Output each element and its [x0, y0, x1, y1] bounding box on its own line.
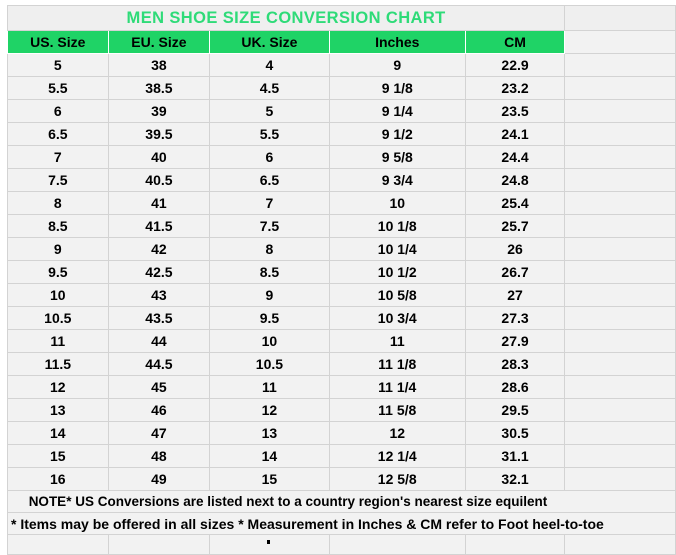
conversion-table: [7, 5, 676, 555]
table-cell: [565, 261, 676, 284]
table-cell: 38: [108, 54, 210, 77]
table-row: [8, 399, 676, 422]
table-row: [8, 468, 676, 491]
table-cell: 8.5: [210, 261, 329, 284]
table-cell: 10 1/4: [329, 238, 465, 261]
table-row: [8, 307, 676, 330]
column-header-inches: Inches: [329, 31, 465, 54]
title-row-spacer-cell: [565, 6, 676, 31]
table-row: [8, 100, 676, 123]
partial-cell: [210, 535, 329, 555]
table-cell: 9.5: [210, 307, 329, 330]
table-cell: 38.5: [108, 77, 210, 100]
table-cell: 12 1/4: [329, 445, 465, 468]
table-row: [8, 284, 676, 307]
table-cell: 5.5: [210, 123, 329, 146]
table-cell: 10 1/8: [329, 215, 465, 238]
table-cell: [565, 284, 676, 307]
table-cell: 7: [8, 146, 109, 169]
table-cell: 11 1/8: [329, 353, 465, 376]
table-cell: 13: [8, 399, 109, 422]
table-cell: 24.4: [465, 146, 564, 169]
table-cell: 5.5: [8, 77, 109, 100]
conversion-chart-sheet: [7, 5, 676, 555]
table-cell: 9: [8, 238, 109, 261]
table-row: [8, 146, 676, 169]
table-cell: 6: [8, 100, 109, 123]
table-cell: 42: [108, 238, 210, 261]
table-cell: 39.5: [108, 123, 210, 146]
table-cell: 6: [210, 146, 329, 169]
table-cell: 8: [210, 238, 329, 261]
table-row: [8, 123, 676, 146]
table-cell: [565, 422, 676, 445]
table-cell: 16: [8, 468, 109, 491]
table-cell: 47: [108, 422, 210, 445]
table-cell: 7.5: [210, 215, 329, 238]
table-body: [8, 54, 676, 491]
table-cell: 10 1/2: [329, 261, 465, 284]
table-cell: 14: [210, 445, 329, 468]
partial-cell: [8, 535, 109, 555]
page-title: MEN SHOE SIZE CONVERSION CHART: [8, 6, 565, 31]
table-cell: 4.5: [210, 77, 329, 100]
table-cell: 22.9: [465, 54, 564, 77]
table-cell: 25.4: [465, 192, 564, 215]
table-row: [8, 215, 676, 238]
table-cell: [565, 353, 676, 376]
table-cell: 26.7: [465, 261, 564, 284]
partial-bottom-row: [8, 535, 676, 555]
table-cell: 30.5: [465, 422, 564, 445]
title-row: [8, 6, 676, 31]
column-header-us-size: US. Size: [8, 31, 109, 54]
table-row: [8, 54, 676, 77]
table-cell: 9: [329, 54, 465, 77]
note-row-1: [8, 491, 676, 513]
table-cell: 7: [210, 192, 329, 215]
table-cell: 10.5: [210, 353, 329, 376]
table-cell: [565, 215, 676, 238]
table-row: [8, 422, 676, 445]
table-cell: 40.5: [108, 169, 210, 192]
partial-cell: [108, 535, 210, 555]
table-cell: 28.3: [465, 353, 564, 376]
table-cell: 40: [108, 146, 210, 169]
table-cell: 11 5/8: [329, 399, 465, 422]
table-cell: 5: [8, 54, 109, 77]
table-cell: 44: [108, 330, 210, 353]
table-cell: 4: [210, 54, 329, 77]
table-cell: 49: [108, 468, 210, 491]
table-cell: 10 3/4: [329, 307, 465, 330]
table-cell: 28.6: [465, 376, 564, 399]
table-cell: 10: [329, 192, 465, 215]
table-cell: 9 1/8: [329, 77, 465, 100]
table-cell: [565, 468, 676, 491]
table-cell: 24.1: [465, 123, 564, 146]
table-cell: 42.5: [108, 261, 210, 284]
table-cell: 43.5: [108, 307, 210, 330]
table-cell: 10.5: [8, 307, 109, 330]
table-cell: [565, 123, 676, 146]
table-row: [8, 192, 676, 215]
table-cell: 32.1: [465, 468, 564, 491]
clipped-text-fragment: [267, 540, 270, 544]
table-cell: 11.5: [8, 353, 109, 376]
table-cell: [565, 146, 676, 169]
table-row: [8, 169, 676, 192]
table-cell: 26: [465, 238, 564, 261]
table-cell: 23.2: [465, 77, 564, 100]
table-cell: 27: [465, 284, 564, 307]
table-cell: 27.9: [465, 330, 564, 353]
table-cell: 11 1/4: [329, 376, 465, 399]
table-row: [8, 77, 676, 100]
note-2-cell: [8, 513, 676, 535]
table-cell: 41: [108, 192, 210, 215]
partial-cell: [465, 535, 564, 555]
header-row: [8, 31, 676, 54]
table-cell: [565, 192, 676, 215]
table-cell: 6.5: [210, 169, 329, 192]
table-cell: 39: [108, 100, 210, 123]
table-cell: 12: [8, 376, 109, 399]
table-cell: 9 3/4: [329, 169, 465, 192]
table-cell: 15: [8, 445, 109, 468]
table-cell: 5: [210, 100, 329, 123]
table-cell: 29.5: [465, 399, 564, 422]
table-cell: 24.8: [465, 169, 564, 192]
header-row-spacer-cell: [565, 31, 676, 54]
table-cell: 9 1/2: [329, 123, 465, 146]
table-cell: 15: [210, 468, 329, 491]
table-cell: 9 5/8: [329, 146, 465, 169]
table-cell: 10 5/8: [329, 284, 465, 307]
table-cell: 48: [108, 445, 210, 468]
table-cell: 12 5/8: [329, 468, 465, 491]
note-1-text: NOTE* US Conversions are listed next to a country region's nearest size equilent: [28, 493, 548, 509]
table-row: [8, 353, 676, 376]
table-cell: 11: [210, 376, 329, 399]
table-cell: [565, 307, 676, 330]
table-cell: 45: [108, 376, 210, 399]
table-cell: 11: [8, 330, 109, 353]
partial-cell: [329, 535, 465, 555]
table-cell: [565, 445, 676, 468]
table-cell: [565, 169, 676, 192]
table-cell: 43: [108, 284, 210, 307]
table-cell: 9.5: [8, 261, 109, 284]
note-1-cell: [8, 491, 676, 513]
table-cell: 27.3: [465, 307, 564, 330]
table-cell: [565, 238, 676, 261]
column-header-uk-size: UK. Size: [210, 31, 329, 54]
table-cell: 44.5: [108, 353, 210, 376]
table-cell: 6.5: [8, 123, 109, 146]
table-cell: 11: [329, 330, 465, 353]
table-cell: 9: [210, 284, 329, 307]
table-cell: 8: [8, 192, 109, 215]
table-row: [8, 238, 676, 261]
table-cell: [565, 100, 676, 123]
note-row-2: [8, 513, 676, 535]
table-cell: 14: [8, 422, 109, 445]
table-row: [8, 261, 676, 284]
table-cell: 9 1/4: [329, 100, 465, 123]
partial-cell: [565, 535, 676, 555]
table-row: [8, 445, 676, 468]
table-cell: 23.5: [465, 100, 564, 123]
column-header-cm: CM: [465, 31, 564, 54]
table-cell: 7.5: [8, 169, 109, 192]
table-cell: 10: [8, 284, 109, 307]
table-cell: 12: [210, 399, 329, 422]
table-cell: [565, 399, 676, 422]
table-cell: [565, 330, 676, 353]
table-cell: 25.7: [465, 215, 564, 238]
table-cell: [565, 54, 676, 77]
table-cell: 10: [210, 330, 329, 353]
table-cell: [565, 77, 676, 100]
table-cell: 13: [210, 422, 329, 445]
table-cell: 12: [329, 422, 465, 445]
table-cell: 8.5: [8, 215, 109, 238]
table-row: [8, 330, 676, 353]
note-2-text: * Items may be offered in all sizes * Measurement in Inches & CM refer to Foot heel-to-toe: [11, 515, 604, 532]
table-cell: [565, 376, 676, 399]
table-cell: 46: [108, 399, 210, 422]
column-header-eu-size: EU. Size: [108, 31, 210, 54]
table-row: [8, 376, 676, 399]
table-cell: 31.1: [465, 445, 564, 468]
table-cell: 41.5: [108, 215, 210, 238]
